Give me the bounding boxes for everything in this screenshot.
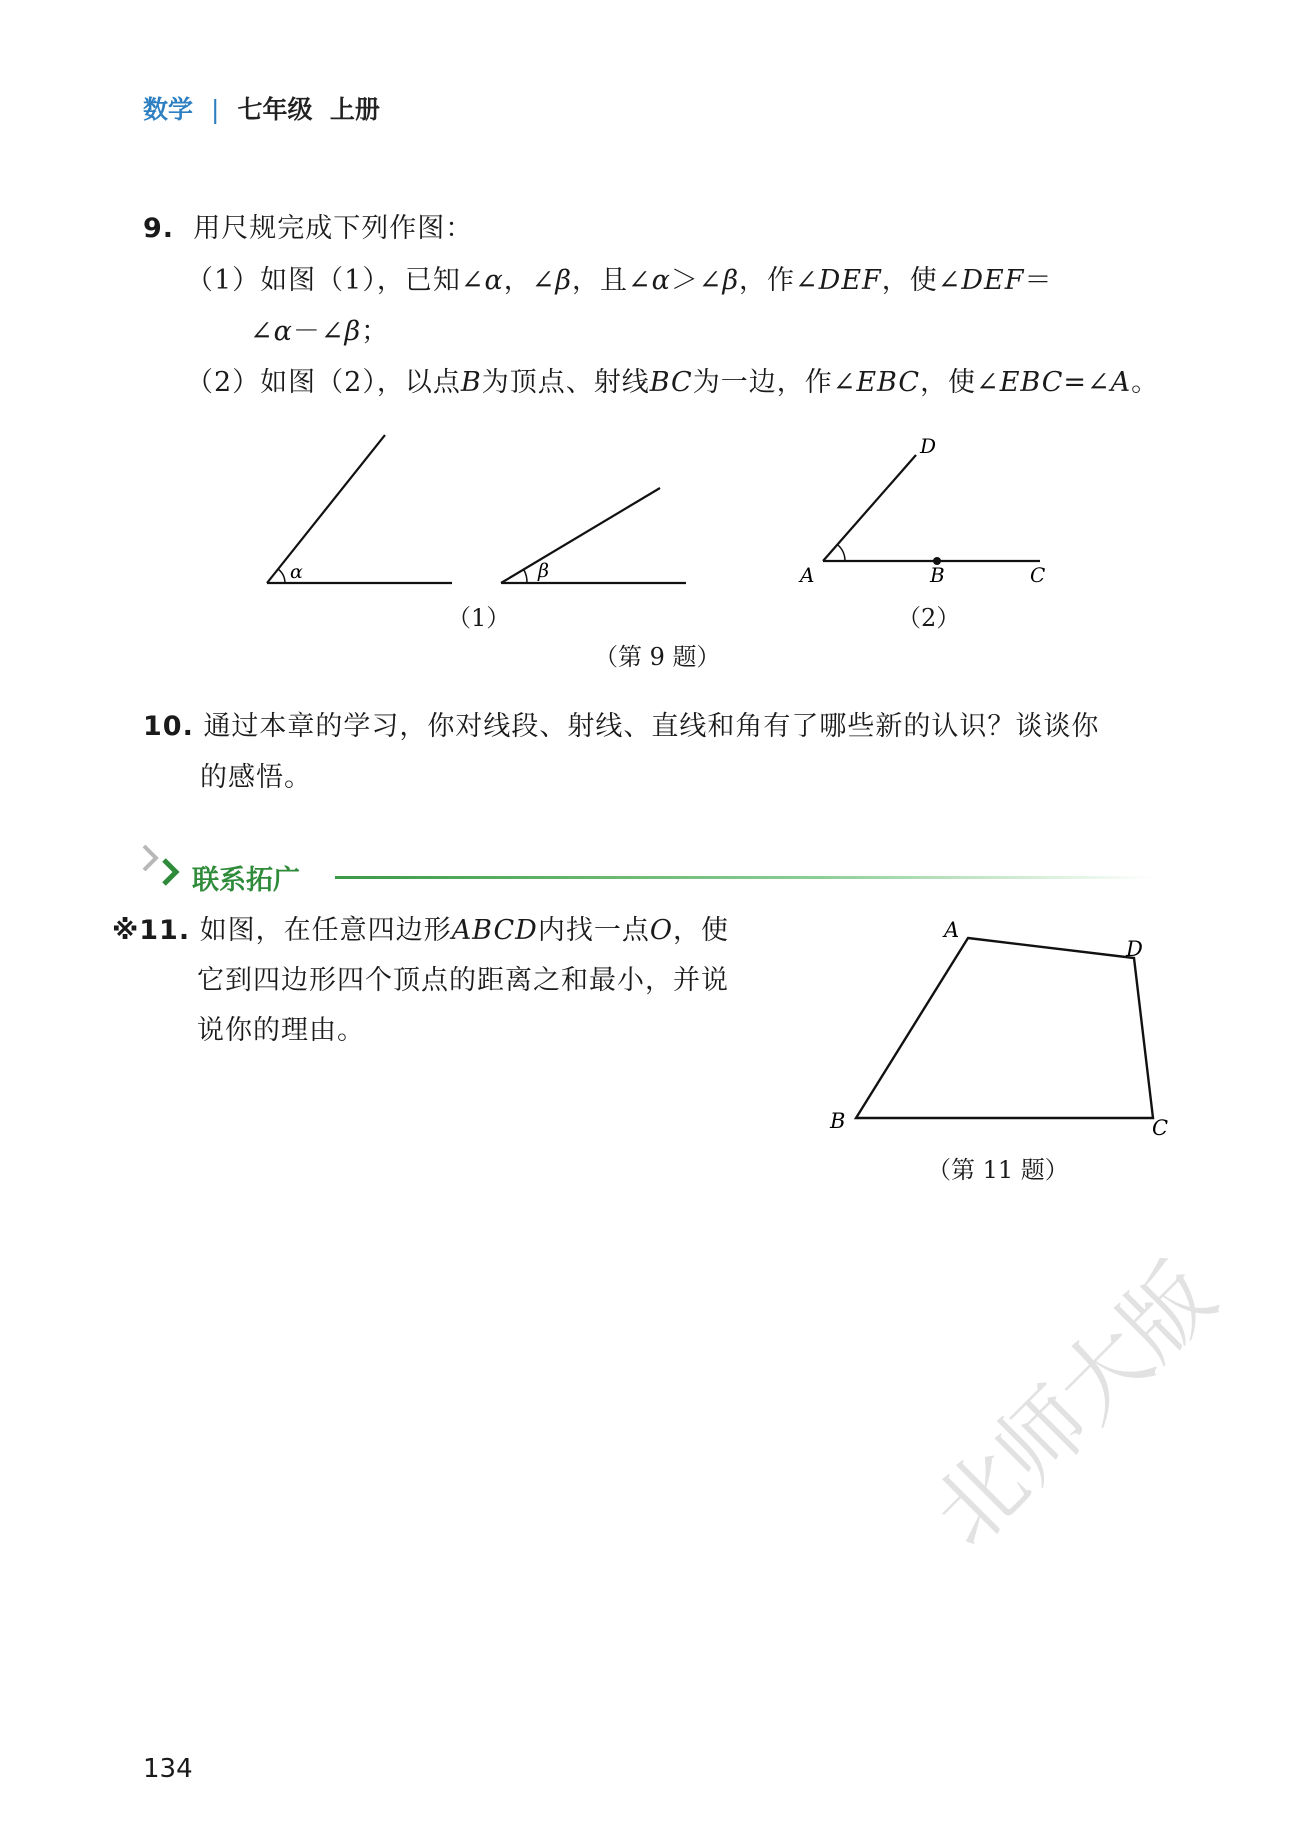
q11-point-o: O <box>649 915 673 946</box>
beta-side-ray <box>501 488 660 583</box>
q11-label-c: C <box>1152 1116 1169 1140</box>
q9-number: 9. <box>143 213 175 244</box>
q9-p2-text-e: =∠ <box>1063 367 1111 398</box>
chevron-grey <box>144 846 156 870</box>
q10-text-1: 通过本章的学习，你对线段、射线、直线和角有了哪些新的认识？谈谈你 <box>203 711 1100 742</box>
page-number: 134 <box>143 1754 193 1784</box>
q9-stem: 用尺规完成下列作图： <box>193 213 474 244</box>
q11-quadrilateral-figure <box>800 900 1220 1160</box>
q11-text-a: 如图，在任意四边形 <box>199 915 452 946</box>
q9-ebc-2: EBC <box>999 367 1064 398</box>
q11-line2: 它到四边形四个顶点的距离之和最小，并说 <box>197 965 729 996</box>
q9-p1-text-i: －∠ <box>292 316 345 347</box>
q9-p2-text-d: ，使∠ <box>920 367 1000 398</box>
alpha-arc <box>278 569 285 583</box>
section-chevron-icon <box>140 842 190 892</box>
q9-p1-text-f: ，使∠ <box>881 265 962 296</box>
q9-p1-text-e: ，作∠ <box>739 265 819 296</box>
q11-line1 <box>112 912 729 950</box>
q9-angle-a: A <box>1110 367 1132 398</box>
figure-1-angles <box>267 435 686 583</box>
q11-text-c: ，使 <box>672 915 729 946</box>
header-grade: 七年级 <box>237 95 313 124</box>
q9-figure-caption: （第 9 题） <box>594 643 721 671</box>
q9-figures <box>0 0 1304 700</box>
q9-p1-text-c: ，且∠ <box>571 265 652 296</box>
section-title: 联系拓广 <box>192 865 300 896</box>
q9-alpha-2: α <box>651 265 671 296</box>
q9-alpha-3: α <box>273 316 293 347</box>
q9-alpha: α <box>484 265 504 296</box>
q9-beta-2: β <box>722 265 740 296</box>
q11-number: ※11. <box>112 915 191 946</box>
q9-p2-text-c: 为一边，作∠ <box>692 367 857 398</box>
q11-label-d: D <box>1126 937 1143 961</box>
beta-arc <box>524 570 527 583</box>
q9-p1-text-a: （1）如图（1），已知∠ <box>186 265 485 296</box>
q9-ray-bc: BC <box>649 367 693 398</box>
publisher-watermark: 北师大版 <box>912 1243 1235 1566</box>
alpha-side-ray <box>267 435 385 583</box>
header-separator: | <box>211 95 220 124</box>
figure-2-angle <box>823 455 1040 561</box>
q9-p1-text-g: ＝ <box>1024 265 1053 296</box>
q11-label-b: B <box>830 1109 846 1133</box>
q9-ebc: EBC <box>856 367 921 398</box>
q9-def: DEF <box>818 265 882 296</box>
q9-p1-text-d: ＞∠ <box>670 265 723 296</box>
q9-p1-text-j: ； <box>361 316 390 347</box>
q9-beta: β <box>555 265 572 296</box>
q9-p2-text-a: （2）如图（2），以点 <box>186 367 461 398</box>
q11-text-b: 内找一点 <box>537 915 650 946</box>
quadrilateral-abcd <box>856 938 1153 1118</box>
beta-label: β <box>538 560 549 582</box>
q10-line2: 的感悟。 <box>200 762 312 793</box>
q9-p2-text-f: 。 <box>1131 367 1160 398</box>
fig2-caption: （2） <box>897 604 961 632</box>
q9-p1-text-b: ，∠ <box>503 265 556 296</box>
chevron-green <box>164 860 176 884</box>
fig1-caption: （1） <box>447 604 511 632</box>
section-divider <box>335 876 1155 879</box>
q11-figure-caption: （第 11 题） <box>927 1156 1069 1184</box>
q9-beta-3: β <box>344 316 362 347</box>
fig2-label-d: D <box>920 434 937 458</box>
alpha-label: α <box>290 561 303 583</box>
angle-a-arc <box>838 545 845 561</box>
q11-line3: 说你的理由。 <box>197 1015 365 1046</box>
q9-def-2: DEF <box>961 265 1025 296</box>
q10-number: 10. <box>143 711 194 742</box>
fig2-label-a: A <box>800 563 815 587</box>
header-volume: 上册 <box>329 95 380 124</box>
q11-label-a: A <box>944 918 960 942</box>
q11-abcd: ABCD <box>451 915 538 946</box>
fig2-label-c: C <box>1030 563 1046 587</box>
fig2-label-b: B <box>930 563 945 587</box>
q9-p1-text-h: ∠ <box>250 316 274 347</box>
q9-p2-text-b: 为顶点、射线 <box>481 367 650 398</box>
ray-ad <box>823 455 916 561</box>
header-subject: 数学 <box>143 95 194 124</box>
q9-point-b: B <box>460 367 482 398</box>
q10-line1 <box>143 708 1099 746</box>
